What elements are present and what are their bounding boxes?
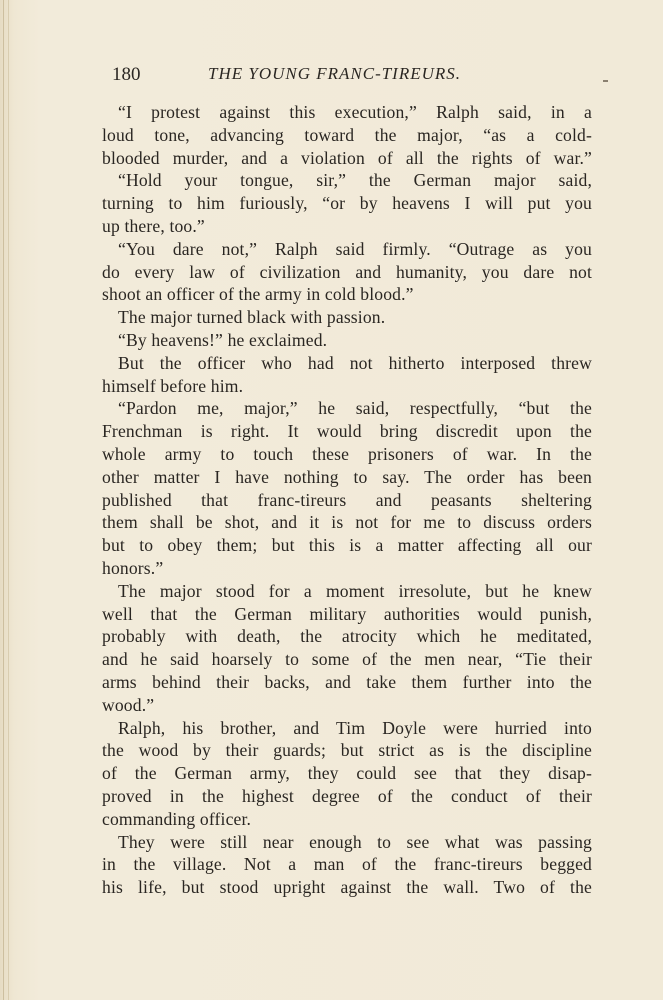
text-line: But the officer who had not hitherto interposed threw: [118, 352, 592, 373]
text-line: his life, but stood upright against the wall. Two of the: [102, 877, 592, 898]
text-line: “You dare not,” Ralph said firmly. “Outrage as you: [118, 238, 592, 259]
text-line: “By heavens!” he exclaimed.: [118, 329, 328, 350]
text-line: published that franc-tireurs and peasants sheltering: [102, 489, 592, 510]
text-line: in the village. Not a man of the franc-tireurs begged: [102, 854, 592, 875]
text-line: himself before him.: [102, 375, 244, 396]
print-mark: [603, 80, 608, 82]
text-line: arms behind their backs, and take them further into the: [102, 671, 592, 692]
body-text: [102, 101, 592, 899]
text-line: They were still near enough to see what was passing: [118, 831, 592, 852]
text-line: proved in the highest degree of the conduct of their: [102, 785, 592, 806]
binding-edge-line: [3, 0, 4, 1000]
text-line: well that the German military authorities would punish,: [102, 603, 592, 624]
text-line: other matter I have nothing to say. The order has been: [102, 466, 592, 487]
page-header: [112, 64, 592, 88]
text-line: shoot an officer of the army in cold blood.”: [102, 284, 414, 305]
text-line: up there, too.”: [102, 215, 205, 236]
text-line: loud tone, advancing toward the major, “as a cold-: [102, 124, 592, 145]
text-line: of the German army, they could see that they disap-: [102, 763, 592, 784]
text-line: but to obey them; but this is a matter affecting all our: [102, 535, 592, 556]
text-line: and he said hoarsely to some of the men near, “Tie their: [102, 649, 592, 670]
text-line: them shall be shot, and it is not for me to discuss orders: [102, 512, 592, 533]
page-number: 180: [112, 64, 141, 85]
text-line: the wood by their guards; but strict as is the discipline: [102, 740, 592, 761]
text-line: whole army to touch these prisoners of war. In the: [102, 443, 592, 464]
text-line: Ralph, his brother, and Tim Doyle were hurried into: [118, 717, 592, 738]
text-line: The major stood for a moment irresolute, but he knew: [118, 580, 592, 601]
text-line: commanding officer.: [102, 808, 252, 829]
text-line: wood.”: [102, 694, 155, 715]
text-line: “Pardon me, major,” he said, respectfully, “but the: [118, 398, 592, 419]
text-line: do every law of civilization and humanity, you dare not: [102, 261, 592, 282]
text-line: Frenchman is right. It would bring discredit upon the: [102, 421, 592, 442]
text-line: turning to him furiously, “or by heavens I will put you: [102, 193, 592, 214]
running-title: THE YOUNG FRANC-TIREURS.: [208, 64, 462, 83]
text-line: blooded murder, and a violation of all the rights of war.”: [102, 147, 592, 168]
text-line: “Hold your tongue, sir,” the German major said,: [118, 170, 592, 191]
binding-edge-line: [8, 0, 9, 1000]
text-line: probably with death, the atrocity which he meditated,: [102, 626, 592, 647]
text-line: honors.”: [102, 557, 164, 578]
text-line: “I protest against this execution,” Ralph said, in a: [118, 102, 592, 122]
text-line: The major turned black with passion.: [118, 307, 386, 328]
